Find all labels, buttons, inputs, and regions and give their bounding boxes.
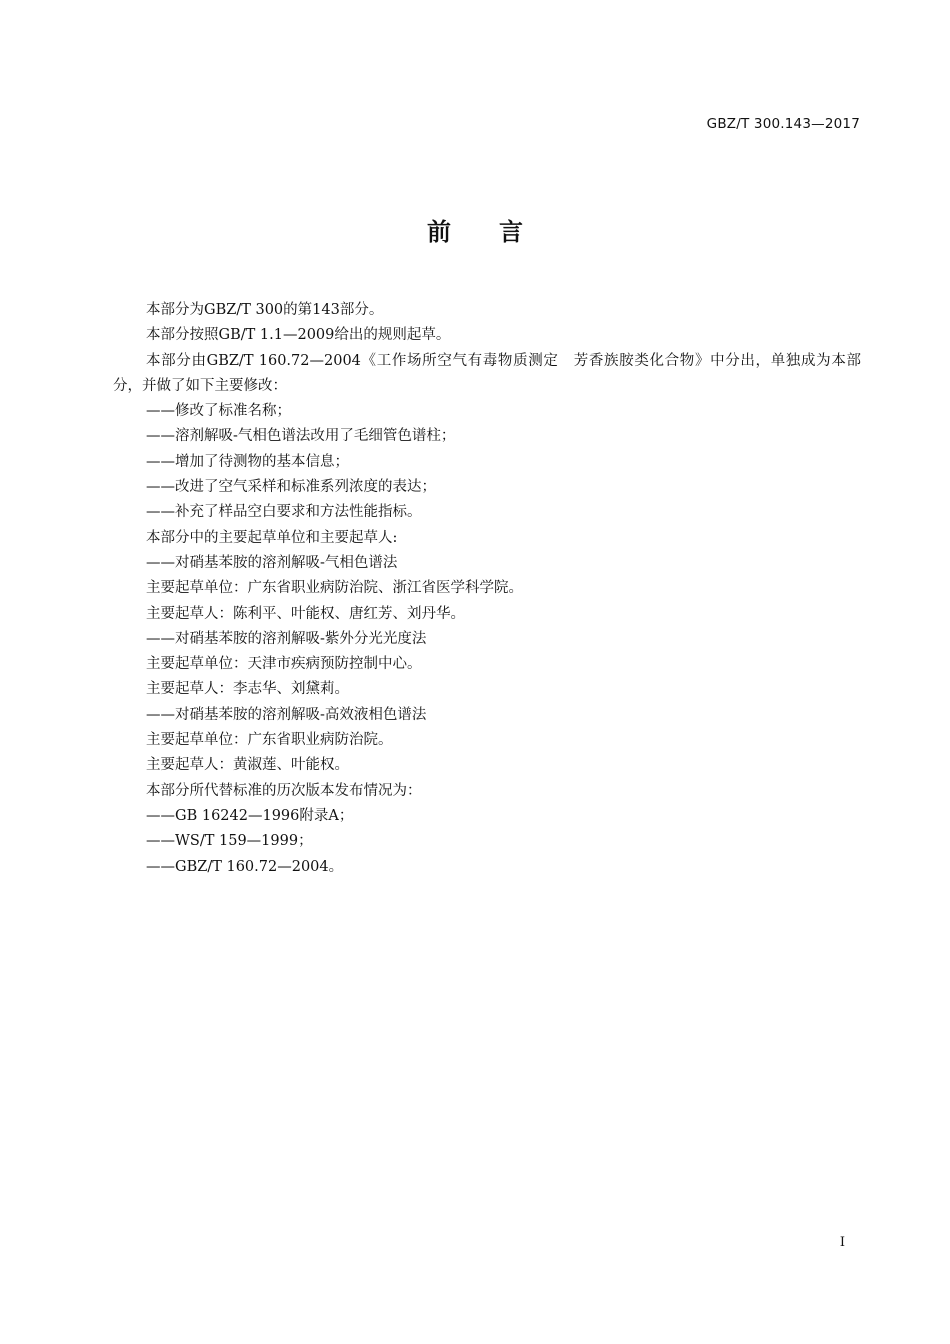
method-heading: ——对硝基苯胺的溶剂解吸-气相色谱法 bbox=[146, 554, 398, 571]
drafting-units: 主要起草单位：广东省职业病防治院。 bbox=[146, 732, 393, 749]
list-item-modification: ——溶剂解吸-气相色谱法改用了毛细管色谱柱； bbox=[146, 428, 456, 445]
paragraph-origin: 本部分由GBZ/T 160.72—2004《工作场所空气有毒物质测定 芳香族胺类化合物》中分出，单独成为本部分，并做了如下主要修改： bbox=[113, 352, 861, 394]
title-char-1: 前 bbox=[427, 218, 451, 246]
drafting-units: 主要起草单位：天津市疾病预防控制中心。 bbox=[146, 656, 422, 673]
method-heading: ——对硝基苯胺的溶剂解吸-高效液相色谱法 bbox=[146, 706, 427, 723]
list-item-history: ——GB 16242—1996附录A； bbox=[146, 807, 354, 824]
list-item-modification: ——增加了待测物的基本信息； bbox=[146, 453, 349, 470]
list-item-history: ——GBZ/T 160.72—2004。 bbox=[146, 858, 344, 875]
list-item-history: ——WS/T 159—1999； bbox=[146, 833, 313, 850]
list-item-modification: ——修改了标准名称； bbox=[146, 403, 291, 420]
drafters: 主要起草人：黄淑莲、叶能权。 bbox=[146, 757, 349, 774]
list-item-modification: ——改进了空气采样和标准系列浓度的表达； bbox=[146, 479, 436, 496]
page-title bbox=[0, 212, 950, 247]
drafters: 主要起草人：李志华、刘黛莉。 bbox=[146, 681, 349, 698]
method-heading: ——对硝基苯胺的溶剂解吸-紫外分光光度法 bbox=[146, 630, 427, 647]
standard-number: GBZ/T 300.143—2017 bbox=[706, 116, 860, 132]
paragraph-drafting-rules: 本部分按照GB/T 1.1—2009给出的规则起草。 bbox=[146, 327, 451, 344]
paragraph-history-intro: 本部分所代替标准的历次版本发布情况为： bbox=[146, 782, 422, 799]
paragraph-drafters-intro: 本部分中的主要起草单位和主要起草人: bbox=[146, 529, 398, 546]
drafting-units: 主要起草单位：广东省职业病防治院、浙江省医学科学院。 bbox=[146, 580, 523, 597]
list-item-modification: ——补充了样品空白要求和方法性能指标。 bbox=[146, 504, 422, 521]
page-number: I bbox=[839, 1235, 845, 1250]
paragraph-part-number: 本部分为GBZ/T 300的第143部分。 bbox=[146, 302, 384, 318]
drafters: 主要起草人：陈利平、叶能权、唐红芳、刘丹华。 bbox=[146, 605, 465, 622]
foreword-body bbox=[113, 298, 861, 880]
title-char-2: 言 bbox=[499, 218, 523, 246]
